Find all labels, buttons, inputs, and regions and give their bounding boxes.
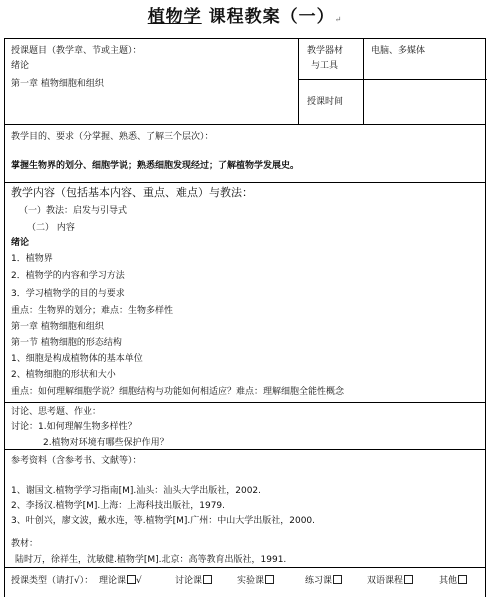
type-option-discussion[interactable]	[175, 575, 212, 587]
topic-label: 授课题目（教学章、节或主题）：	[11, 46, 142, 56]
checkbox-icon	[458, 575, 467, 584]
point-line: 1、细胞是构成植物体的基本单位	[11, 354, 143, 364]
checkbox-icon	[203, 575, 212, 584]
reference-item: 1、谢国文.植物学学习指南[M].汕头：汕头大学出版社，2002.	[11, 486, 262, 496]
row-divider	[5, 124, 485, 125]
type-option-label: 其他	[439, 576, 458, 586]
checkbox-icon	[333, 575, 342, 584]
chapter-line: 第一章 植物细胞和组织	[11, 322, 104, 332]
paragraph-mark: ↵	[334, 15, 343, 24]
lesson-plan-table	[4, 38, 486, 597]
row-divider	[5, 567, 485, 568]
method-line: （一）教法：启发与引导式	[19, 206, 128, 216]
row-divider	[5, 449, 485, 450]
intro-title: 绪论	[11, 238, 30, 248]
type-option-bilingual[interactable]	[367, 575, 413, 587]
content-item: 2．植物学的内容和学习方法	[11, 271, 125, 281]
tools-label: 教学器材	[307, 46, 344, 56]
content-label: （二） 内容	[27, 223, 75, 233]
point-line: 2、植物细胞的形状和大小	[11, 370, 116, 380]
type-option-other[interactable]	[439, 575, 467, 587]
row-divider	[5, 182, 485, 183]
topic-chapter: 第一章 植物细胞和组织	[11, 79, 104, 89]
focus-line: 重点：如何理解细胞学说？细胞结构与功能如何相适应？难点：理解细胞全能性概念	[11, 387, 345, 397]
textbook-label: 教材：	[11, 539, 39, 549]
content-item: 1．植物界	[11, 254, 53, 264]
type-option-label: 实验课	[237, 576, 265, 586]
checkbox-icon	[404, 575, 413, 584]
title-suffix: 课程教案（一）	[201, 7, 335, 27]
tools-value: 电脑、多媒体	[371, 46, 426, 56]
page-title	[0, 2, 490, 27]
tools-label-2: 与工具	[311, 61, 339, 71]
checkmark-icon: √	[136, 576, 142, 586]
discussion-q1: 讨论：1.如何理解生物多样性？	[11, 422, 137, 432]
goals-content: 掌握生物界的划分、细胞学说；熟悉细胞发现经过；了解植物学发展史。	[11, 161, 300, 171]
cell-divider	[298, 39, 299, 124]
type-option-practice[interactable]	[305, 575, 342, 587]
type-option-label: 练习课	[305, 576, 333, 586]
content-heading: 教学内容（包括基本内容、重点、难点）与教法：	[11, 186, 253, 199]
types-label: 授课类型（请打√）：	[11, 576, 94, 586]
topic-intro: 绪论	[11, 61, 30, 71]
discussion-label: 讨论、思考题、作业：	[11, 407, 102, 417]
type-option-lab[interactable]	[237, 575, 274, 587]
discussion-q2: 2.植物对环境有哪些保护作用？	[43, 438, 169, 448]
checkbox-icon	[127, 575, 136, 584]
references-label: 参考资料（含参考书、文献等）：	[11, 456, 142, 466]
cell-divider	[363, 39, 364, 124]
type-option-label: 理论课	[99, 576, 127, 586]
type-option-label: 双语课程	[367, 576, 404, 586]
section-line: 第一节 植物细胞的形态结构	[11, 338, 122, 348]
type-option-label: 讨论课	[175, 576, 203, 586]
focus-line: 重点：生物界的划分；难点：生物多样性	[11, 306, 174, 316]
checkbox-icon	[265, 575, 274, 584]
goals-label: 教学目的、要求（分掌握、熟悉、了解三个层次）：	[11, 132, 214, 142]
content-item: 3．学习植物学的目的与要求	[11, 289, 125, 299]
cell-divider	[298, 79, 487, 80]
type-option-theory[interactable]	[99, 575, 142, 587]
reference-item: 3、叶创兴，廖文波，戴水连，等.植物学[M].广州：中山大学出版社，2000.	[11, 516, 316, 526]
title-course: 植物学	[147, 7, 202, 27]
reference-item: 2、李扬汉.植物学[M].上海：上海科技出版社，1979.	[11, 501, 226, 511]
row-divider	[5, 402, 485, 403]
textbook-value: 陆时万，徐祥生，沈敏健.植物学[M].北京：高等教育出版社，1991.	[15, 555, 287, 565]
time-label: 授课时间	[307, 97, 344, 107]
